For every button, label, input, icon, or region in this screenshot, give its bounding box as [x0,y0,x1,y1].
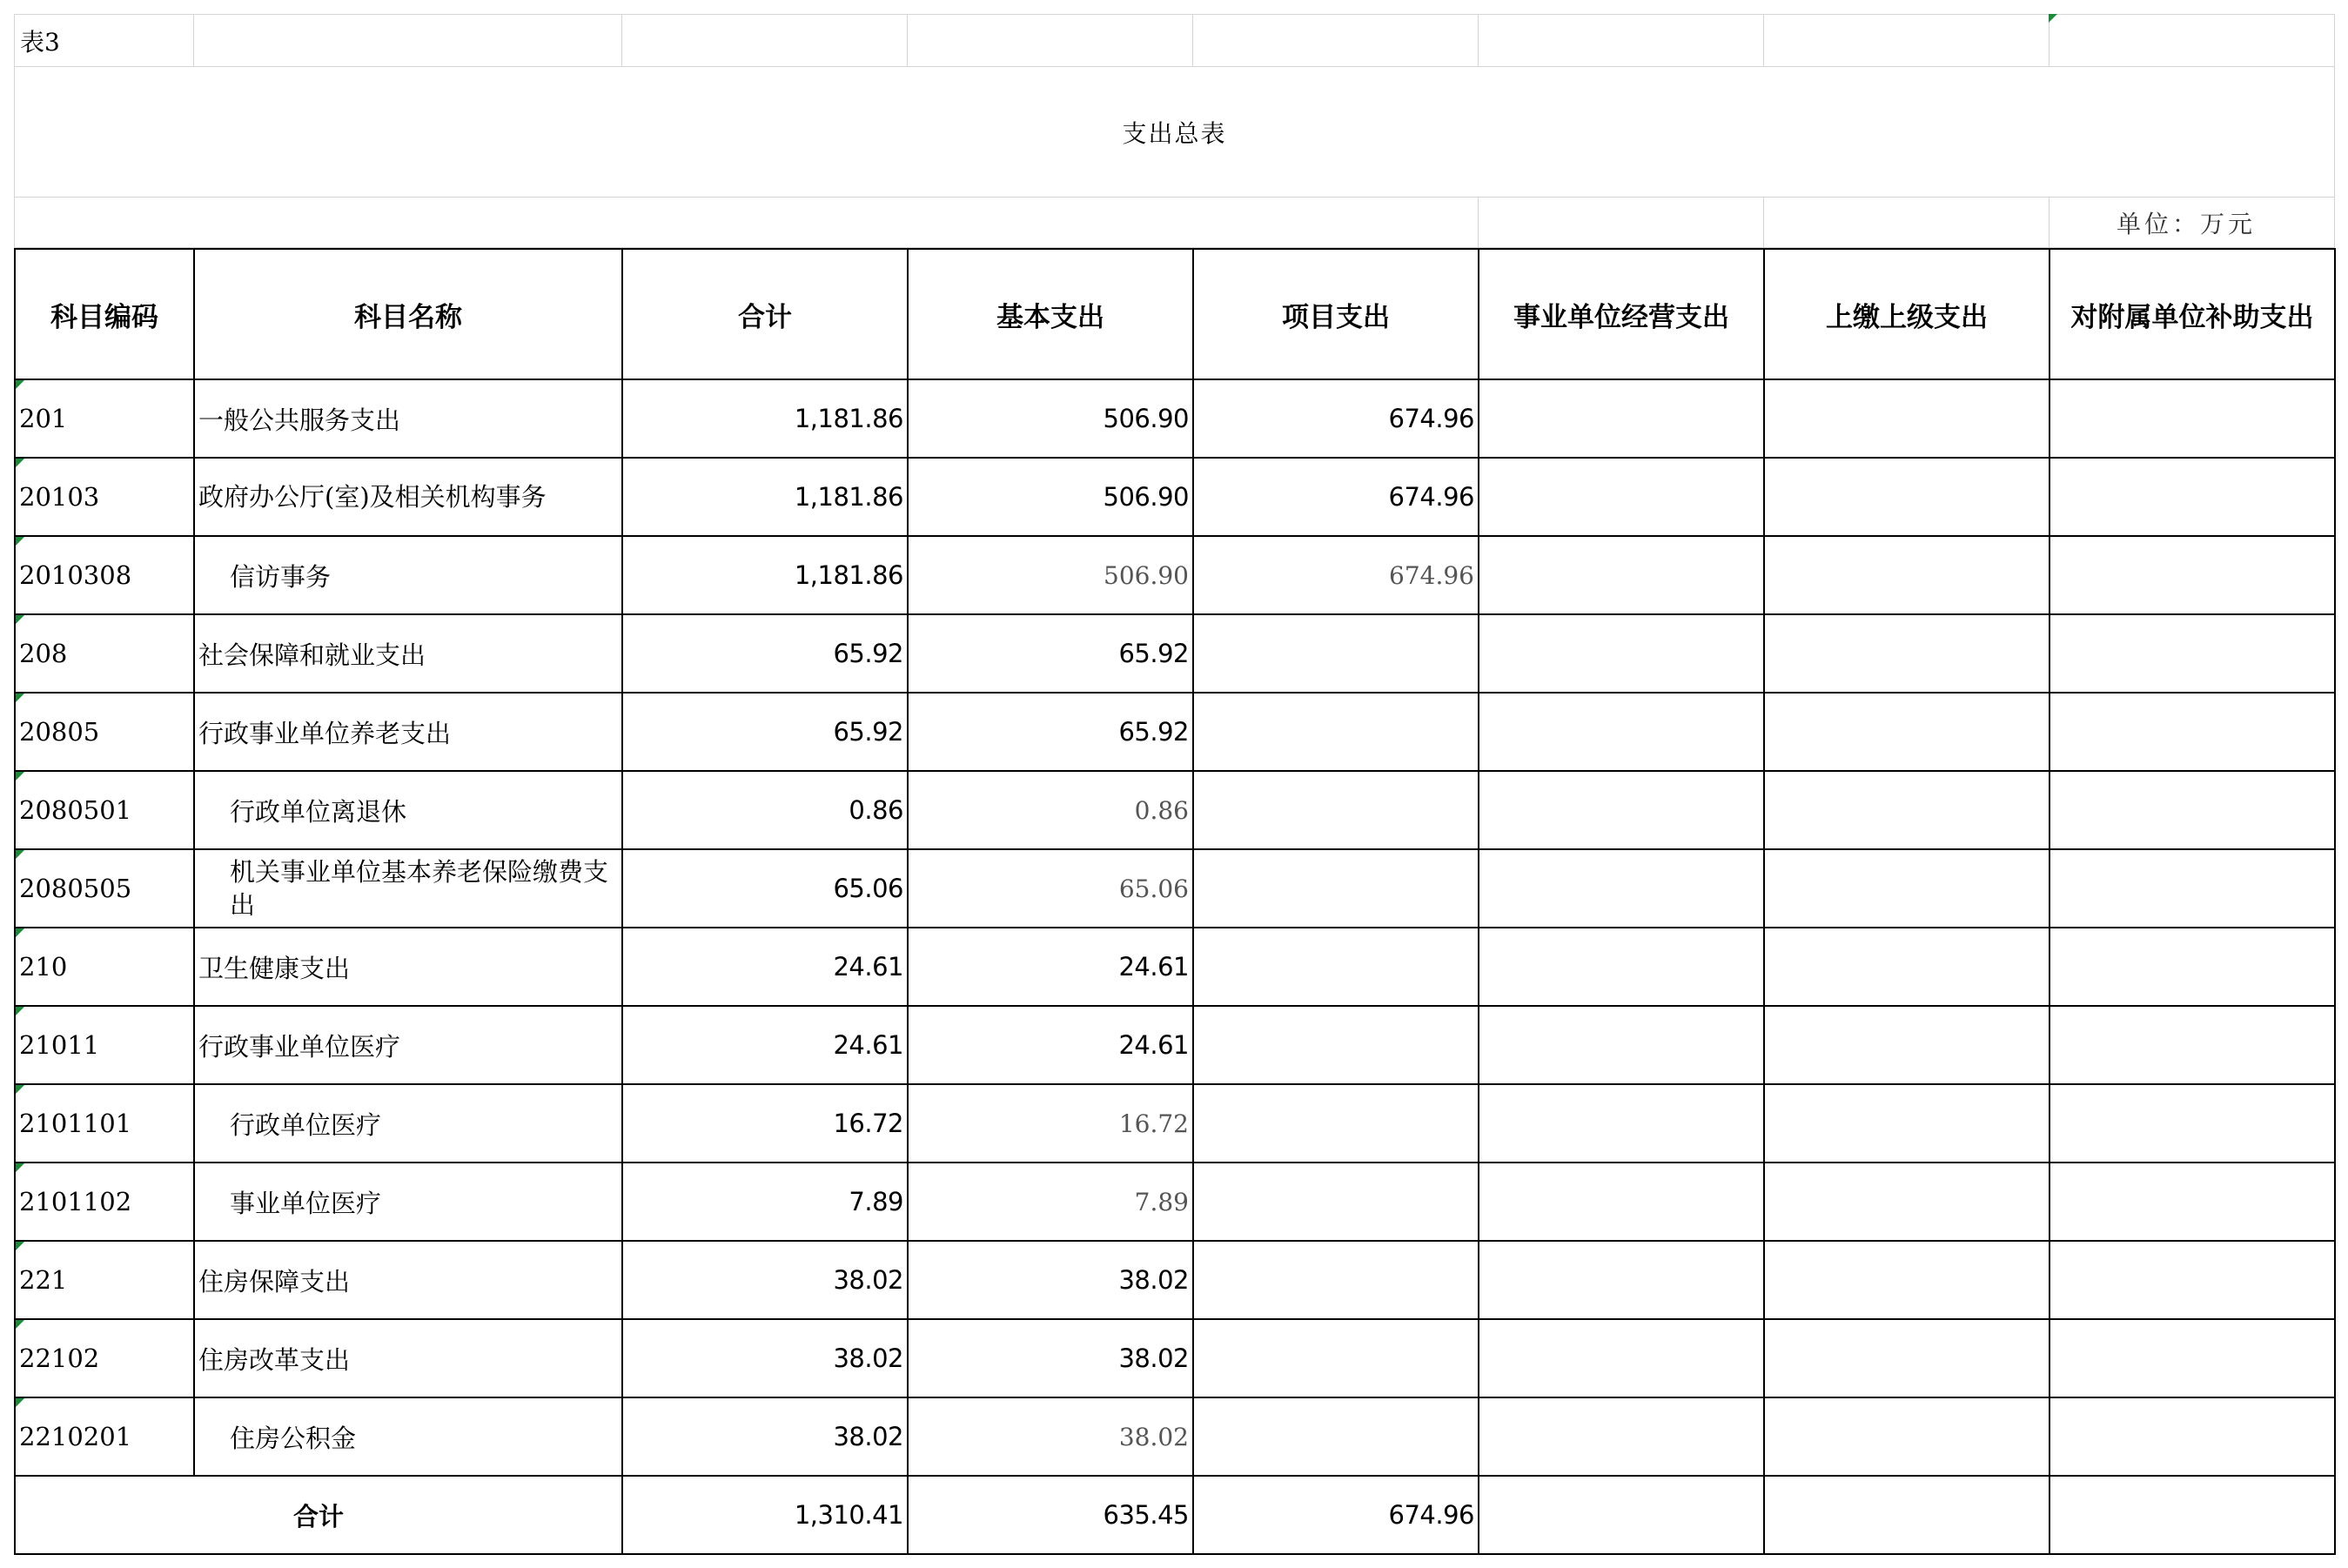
code-cell[interactable] [15,1319,194,1397]
subsidy-cell[interactable] [2049,1006,2335,1084]
total-cell-text: 38.02 [833,1265,903,1295]
business-cell[interactable] [1479,379,1764,458]
total-cell-text: 65.92 [833,639,903,668]
table-row [15,1084,2335,1163]
name-cell-text: 信访事务 [230,561,332,592]
cell-marker-icon [16,615,24,624]
business-cell[interactable] [1479,771,1764,849]
basic-cell-text: 0.86 [1134,795,1189,825]
expenditure-table [14,248,2336,1555]
basic-cell[interactable] [908,614,1193,693]
project-cell[interactable] [1193,928,1479,1006]
total-cell-text: 0.86 [849,795,903,825]
total-cell[interactable] [622,1163,908,1241]
basic-cell-text: 38.02 [1118,1344,1189,1373]
cell-marker-icon [16,1242,24,1250]
empty-cell[interactable] [1764,15,2049,67]
basic-cell[interactable] [908,693,1193,771]
cell-marker-icon [16,694,24,702]
table-row [15,1319,2335,1397]
basic-cell[interactable] [908,849,1193,928]
total-upper-cell[interactable] [1764,1476,2049,1554]
empty-cell[interactable] [2049,15,2335,67]
name-cell-text: 一般公共服务支出 [198,405,401,435]
code-cell-text: 2080501 [19,795,132,825]
business-cell[interactable] [1479,614,1764,693]
upper-cell[interactable] [1764,928,2049,1006]
name-cell-text: 事业单位医疗 [230,1188,382,1218]
table-row [15,849,2335,928]
code-cell-text: 208 [19,639,68,668]
table-row [15,693,2335,771]
total-subsidy-cell[interactable] [2049,1476,2335,1554]
total-cell-text: 1,181.86 [794,404,903,433]
total-cell[interactable] [622,693,908,771]
table-row [15,614,2335,693]
empty-cell[interactable] [1193,15,1479,67]
code-cell-text: 201 [19,404,68,433]
total-cell[interactable] [622,1319,908,1397]
basic-cell[interactable] [908,458,1193,536]
name-cell[interactable] [194,458,622,536]
code-cell-text: 20103 [19,482,100,512]
total-cell[interactable] [622,771,908,849]
project-cell[interactable] [1193,536,1479,614]
total-business-cell[interactable] [1479,1476,1764,1554]
basic-cell-text: 38.02 [1118,1265,1189,1295]
header-cell[interactable]: 科目编码 [15,249,194,379]
cell-marker-icon [16,1085,24,1094]
project-cell[interactable] [1193,1163,1479,1241]
total-basic-cell[interactable]: 635.45 [908,1476,1193,1554]
basic-cell-text: 7.89 [1134,1187,1189,1216]
basic-cell-text: 506.90 [1104,560,1189,590]
name-cell[interactable] [194,1163,622,1241]
code-cell-text: 221 [19,1265,68,1295]
business-cell[interactable] [1479,1006,1764,1084]
name-cell-text: 住房改革支出 [198,1344,351,1375]
total-cell-text: 1,181.86 [794,482,903,512]
business-cell[interactable] [1479,1163,1764,1241]
basic-cell-text: 65.92 [1118,717,1189,747]
table-row [15,1163,2335,1241]
business-cell[interactable] [1479,458,1764,536]
cell-marker-icon [16,1398,24,1407]
business-cell[interactable] [1479,1397,1764,1476]
basic-cell[interactable] [908,379,1193,458]
empty-cell[interactable] [15,198,1479,248]
project-cell[interactable] [1193,1319,1479,1397]
total-cell-text: 65.92 [833,717,903,747]
code-cell-text: 2101101 [19,1109,132,1138]
table-row [15,771,2335,849]
sheet-header-grid [14,14,2335,248]
total-cell-text: 24.61 [833,952,903,982]
code-cell[interactable] [15,614,194,693]
total-cell-text: 65.06 [833,874,903,903]
name-cell-text: 机关事业单位基本养老保险缴费支出 [230,857,609,920]
project-cell[interactable] [1193,1241,1479,1319]
upper-cell[interactable] [1764,849,2049,928]
basic-cell[interactable] [908,1084,1193,1163]
total-cell[interactable] [622,614,908,693]
sheet-label[interactable]: 表3 [15,15,194,67]
cell-marker-icon [16,1320,24,1329]
name-cell[interactable] [194,928,622,1006]
total-cell[interactable] [622,1241,908,1319]
header-cell[interactable]: 基本支出 [908,249,1193,379]
cell-marker-icon [2049,14,2057,23]
name-cell-text: 行政单位医疗 [230,1109,382,1140]
code-cell-text: 2080505 [19,874,132,903]
business-cell[interactable] [1479,693,1764,771]
table-title[interactable]: 支出总表 [15,67,2335,198]
project-cell[interactable] [1193,1084,1479,1163]
cell-marker-icon [16,928,24,937]
name-cell-text: 社会保障和就业支出 [198,640,426,670]
basic-cell[interactable] [908,1241,1193,1319]
project-cell[interactable] [1193,458,1479,536]
code-cell-text: 2101102 [19,1187,132,1216]
name-cell[interactable] [194,693,622,771]
header-cell[interactable]: 对附属单位补助支出 [2049,249,2335,379]
total-cell-text: 1,181.86 [794,560,903,590]
code-cell[interactable] [15,1006,194,1084]
basic-cell[interactable] [908,536,1193,614]
basic-cell-text: 24.61 [1118,1030,1189,1060]
basic-cell[interactable] [908,1319,1193,1397]
cell-marker-icon [16,772,24,781]
project-cell[interactable] [1193,1397,1479,1476]
upper-cell[interactable] [1764,1084,2049,1163]
name-cell[interactable] [194,1006,622,1084]
header-cell[interactable]: 上缴上级支出 [1764,249,2049,379]
upper-cell[interactable] [1764,1319,2049,1397]
name-cell[interactable] [194,771,622,849]
subsidy-cell[interactable] [2049,379,2335,458]
code-cell[interactable] [15,771,194,849]
table-row [15,536,2335,614]
name-cell-text: 行政事业单位医疗 [198,1031,401,1062]
subsidy-cell[interactable] [2049,1319,2335,1397]
basic-cell-text: 506.90 [1103,482,1189,512]
project-cell-text: 674.96 [1388,482,1474,512]
table-row [15,928,2335,1006]
subsidy-cell[interactable] [2049,693,2335,771]
name-cell[interactable] [194,1241,622,1319]
subsidy-cell[interactable] [2049,771,2335,849]
name-cell-text: 住房公积金 [230,1423,357,1453]
basic-cell-text: 65.92 [1118,639,1189,668]
cell-marker-icon [16,1163,24,1172]
header-row [15,249,2335,379]
code-cell[interactable] [15,1084,194,1163]
total-cell-text: 7.89 [849,1187,903,1216]
project-cell[interactable] [1193,614,1479,693]
project-cell[interactable] [1193,849,1479,928]
code-cell[interactable] [15,1241,194,1319]
cell-marker-icon [16,850,24,859]
subsidy-cell[interactable] [2049,849,2335,928]
project-cell[interactable] [1193,1006,1479,1084]
project-cell-text: 674.96 [1388,404,1474,433]
project-cell[interactable] [1193,771,1479,849]
cell-marker-icon [16,1007,24,1015]
code-cell[interactable] [15,1163,194,1241]
basic-cell[interactable] [908,928,1193,1006]
code-cell-text: 20805 [19,717,100,747]
basic-cell[interactable] [908,1163,1193,1241]
upper-cell[interactable] [1764,379,2049,458]
empty-cell[interactable] [194,15,622,67]
code-cell[interactable] [15,458,194,536]
header-cell[interactable]: 事业单位经营支出 [1479,249,1764,379]
name-cell[interactable] [194,849,622,928]
total-cell[interactable] [622,849,908,928]
basic-cell-text: 506.90 [1103,404,1189,433]
basic-cell-text: 24.61 [1118,952,1189,982]
total-cell[interactable] [622,458,908,536]
total-cell[interactable] [622,1397,908,1476]
code-cell-text: 22102 [19,1344,100,1373]
subsidy-cell[interactable] [2049,1163,2335,1241]
table-row [15,379,2335,458]
upper-cell[interactable] [1764,771,2049,849]
total-total-cell[interactable]: 1,310.41 [622,1476,908,1554]
upper-cell[interactable] [1764,1163,2049,1241]
total-project-cell[interactable]: 674.96 [1193,1476,1479,1554]
code-cell[interactable] [15,536,194,614]
code-cell-text: 2210201 [19,1422,132,1451]
basic-cell[interactable] [908,771,1193,849]
empty-cell[interactable] [622,15,908,67]
name-cell-text: 卫生健康支出 [198,953,351,983]
business-cell[interactable] [1479,928,1764,1006]
business-cell[interactable] [1479,849,1764,928]
total-cell[interactable] [622,1006,908,1084]
empty-cell[interactable] [1764,198,2049,248]
code-cell-text: 21011 [19,1030,100,1060]
subsidy-cell[interactable] [2049,928,2335,1006]
subsidy-cell[interactable] [2049,614,2335,693]
empty-cell[interactable] [1479,198,1764,248]
name-cell[interactable] [194,536,622,614]
upper-cell[interactable] [1764,1397,2049,1476]
basic-cell-text: 16.72 [1118,1109,1189,1138]
cell-marker-icon [16,459,24,467]
unit-label[interactable]: 单位：万元 [2049,198,2335,248]
name-cell[interactable] [194,1084,622,1163]
code-cell[interactable] [15,379,194,458]
code-cell[interactable] [15,849,194,928]
project-cell-text: 674.96 [1389,560,1474,590]
table-row [15,458,2335,536]
subsidy-cell[interactable] [2049,1084,2335,1163]
subsidy-cell[interactable] [2049,1397,2335,1476]
table-row [15,1006,2335,1084]
table-row [15,1397,2335,1476]
table-row [15,1241,2335,1319]
header-cell[interactable]: 合计 [622,249,908,379]
business-cell[interactable] [1479,536,1764,614]
code-cell[interactable] [15,928,194,1006]
name-cell-text: 住房保障支出 [198,1266,351,1297]
name-cell[interactable] [194,379,622,458]
upper-cell[interactable] [1764,693,2049,771]
header-cell[interactable]: 科目名称 [194,249,622,379]
business-cell[interactable] [1479,1084,1764,1163]
upper-cell[interactable] [1764,536,2049,614]
header-cell[interactable]: 项目支出 [1193,249,1479,379]
name-cell-text: 行政事业单位养老支出 [198,718,452,748]
name-cell[interactable] [194,1397,622,1476]
basic-cell[interactable] [908,1006,1193,1084]
name-cell-text: 行政单位离退休 [230,796,407,827]
basic-cell-text: 65.06 [1118,874,1189,903]
total-cell-text: 24.61 [833,1030,903,1060]
total-cell-text: 16.72 [833,1109,903,1138]
total-row [15,1476,2335,1554]
total-cell-text: 38.02 [833,1344,903,1373]
empty-cell[interactable] [1479,15,1764,67]
total-label[interactable]: 合计 [15,1476,622,1554]
cell-marker-icon [16,537,24,546]
subsidy-cell[interactable] [2049,536,2335,614]
total-cell[interactable] [622,536,908,614]
business-cell[interactable] [1479,1241,1764,1319]
total-cell[interactable] [622,379,908,458]
code-cell-text: 2010308 [19,560,132,590]
name-cell-text: 政府办公厅(室)及相关机构事务 [198,482,547,512]
total-cell[interactable] [622,1084,908,1163]
subsidy-cell[interactable] [2049,1241,2335,1319]
upper-cell[interactable] [1764,1241,2049,1319]
basic-cell[interactable] [908,1397,1193,1476]
project-cell[interactable] [1193,379,1479,458]
code-cell[interactable] [15,1397,194,1476]
total-cell[interactable] [622,928,908,1006]
name-cell[interactable] [194,614,622,693]
code-cell[interactable] [15,693,194,771]
empty-cell[interactable] [908,15,1193,67]
upper-cell[interactable] [1764,1006,2049,1084]
name-cell[interactable] [194,1319,622,1397]
upper-cell[interactable] [1764,458,2049,536]
total-cell-text: 38.02 [833,1422,903,1451]
business-cell[interactable] [1479,1319,1764,1397]
project-cell[interactable] [1193,693,1479,771]
upper-cell[interactable] [1764,614,2049,693]
basic-cell-text: 38.02 [1118,1422,1189,1451]
code-cell-text: 210 [19,952,68,982]
subsidy-cell[interactable] [2049,458,2335,536]
cell-marker-icon [16,380,24,389]
